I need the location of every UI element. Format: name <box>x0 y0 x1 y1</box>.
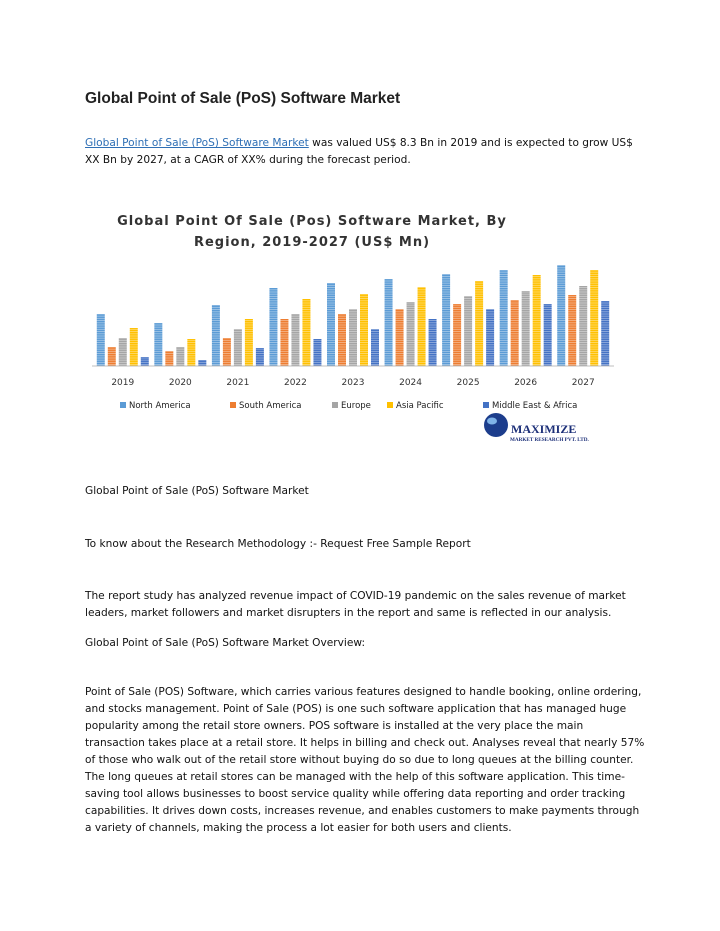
legend-label: Europe <box>341 401 371 411</box>
bar-middle-east-africa-2027 <box>601 301 609 366</box>
chart-svg <box>80 200 640 460</box>
page-title: Global Point of Sale (PoS) Software Market <box>85 90 401 107</box>
bar-south-america-2020 <box>165 351 173 366</box>
bar-asia-pacific-2027 <box>590 270 598 366</box>
legend-label: Asia Pacific <box>396 401 444 411</box>
legend-swatch <box>483 402 489 408</box>
overview-paragraph <box>85 684 645 837</box>
legend-swatch <box>230 402 236 408</box>
bar-middle-east-africa-2026 <box>544 304 552 366</box>
bar-europe-2025 <box>464 296 472 366</box>
bar-europe-2026 <box>522 291 530 366</box>
overview-line: transaction takes place at a retail store. It helps in billing and check out. Analyses reveal that nearly 57% <box>85 737 645 749</box>
bar-europe-2022 <box>291 314 299 366</box>
covid-paragraph <box>85 588 645 622</box>
chart-title-line2: Region, 2019-2027 (US$ Mn) <box>193 235 431 250</box>
overview-line: saving tool allows businesses to boost service quality while offering data reporting and order tracking <box>85 788 626 800</box>
bar-europe-2019 <box>119 338 127 366</box>
legend-swatch <box>120 402 126 408</box>
legend-label: Middle East & Africa <box>492 401 578 411</box>
bar-europe-2021 <box>234 329 242 366</box>
intro-text-line2: XX Bn by 2027, at a CAGR of XX% during the forecast period. <box>85 154 411 166</box>
x-tick-label: 2024 <box>399 378 423 388</box>
legend-swatch <box>332 402 338 408</box>
bar-europe-2024 <box>407 302 415 366</box>
bar-asia-pacific-2020 <box>187 339 195 366</box>
bar-middle-east-africa-2024 <box>429 319 437 366</box>
bar-europe-2027 <box>579 286 587 366</box>
x-axis-ticks <box>111 378 594 388</box>
x-tick-label: 2026 <box>514 378 538 388</box>
overview-line: popularity among the retail store owners. POS software is installed at the very place the main <box>85 720 584 732</box>
overview-heading: Global Point of Sale (PoS) Software Market Overview: <box>85 637 366 649</box>
logo-subtitle: MARKET RESEARCH PVT. LTD. <box>510 437 589 443</box>
bar-north-america-2026 <box>500 270 508 366</box>
bar-asia-pacific-2024 <box>418 287 426 366</box>
overview-line: a variety of channels, making the process a lot easier for both users and clients. <box>85 822 512 834</box>
legend-label: South America <box>239 401 302 411</box>
logo-globe <box>484 413 508 437</box>
bar-south-america-2025 <box>453 304 461 366</box>
covid-line1: The report study has analyzed revenue impact of COVID-19 pandemic on the sales revenue of market <box>85 590 626 602</box>
chart-title-line1: Global Point Of Sale (Pos) Software Market, By <box>117 214 507 229</box>
bar-middle-east-africa-2023 <box>371 329 379 366</box>
overview-line: of those who walk out of the retail store without buying do so due to long queues at the billing counter. <box>85 754 634 766</box>
x-tick-label: 2019 <box>111 378 135 388</box>
bar-middle-east-africa-2019 <box>141 357 149 366</box>
covid-line2: leaders, market followers and market disrupters in the report and same is reflected in our analysis. <box>85 607 612 619</box>
bar-middle-east-africa-2021 <box>256 348 264 366</box>
overview-line: capabilities. It drives down costs, increases revenue, and enables customers to make payments through <box>85 805 640 817</box>
overview-line: The long queues at retail stores can be managed with the help of this software application. This time- <box>85 771 625 783</box>
x-tick-label: 2023 <box>341 378 365 388</box>
bar-asia-pacific-2025 <box>475 281 483 366</box>
bar-europe-2020 <box>176 347 184 366</box>
legend-swatch <box>387 402 393 408</box>
bar-north-america-2019 <box>97 314 105 366</box>
bar-middle-east-africa-2022 <box>313 339 321 366</box>
bar-asia-pacific-2026 <box>533 275 541 366</box>
logo-globe-highlight <box>487 418 497 425</box>
bar-north-america-2024 <box>385 279 393 366</box>
bar-south-america-2027 <box>568 295 576 366</box>
bar-south-america-2022 <box>280 319 288 366</box>
region-bar-chart <box>80 200 640 460</box>
bar-north-america-2025 <box>442 274 450 366</box>
logo-name: MAXIMIZE <box>511 422 577 436</box>
bar-europe-2023 <box>349 309 357 366</box>
bar-south-america-2024 <box>396 309 404 366</box>
bar-north-america-2027 <box>557 265 565 366</box>
bar-south-america-2023 <box>338 314 346 366</box>
overview-line: and stocks management. Point of Sale (POS) is one such software application that has managed huge <box>85 703 627 715</box>
bar-middle-east-africa-2020 <box>198 360 206 366</box>
maximize-logo <box>484 413 589 443</box>
chart-bars <box>97 265 609 366</box>
bar-middle-east-africa-2025 <box>486 309 494 366</box>
bar-north-america-2020 <box>154 323 162 366</box>
bar-south-america-2026 <box>511 300 519 366</box>
chart-legend <box>120 401 577 411</box>
bar-north-america-2022 <box>269 288 277 366</box>
bar-asia-pacific-2023 <box>360 294 368 366</box>
chart-caption: Global Point of Sale (PoS) Software Market <box>85 485 309 497</box>
bar-asia-pacific-2019 <box>130 328 138 366</box>
bar-asia-pacific-2021 <box>245 319 253 366</box>
intro-text-line1: was valued US$ 8.3 Bn in 2019 and is expected to grow US$ <box>308 137 633 149</box>
bar-north-america-2023 <box>327 283 335 366</box>
x-tick-label: 2027 <box>571 378 595 388</box>
overview-line: Point of Sale (POS) Software, which carries various features designed to handle booking, online ordering, <box>85 686 642 698</box>
bar-south-america-2019 <box>108 347 116 366</box>
intro-paragraph <box>85 135 645 169</box>
legend-label: North America <box>129 401 191 411</box>
methodology-line: To know about the Research Methodology :- Request Free Sample Report <box>85 538 471 550</box>
bar-north-america-2021 <box>212 305 220 366</box>
market-link[interactable]: Global Point of Sale (PoS) Software Market <box>85 137 309 149</box>
x-tick-label: 2021 <box>226 378 250 388</box>
bar-south-america-2021 <box>223 338 231 366</box>
x-tick-label: 2022 <box>283 378 307 388</box>
x-tick-label: 2025 <box>456 378 480 388</box>
bar-asia-pacific-2022 <box>302 299 310 366</box>
x-tick-label: 2020 <box>168 378 192 388</box>
